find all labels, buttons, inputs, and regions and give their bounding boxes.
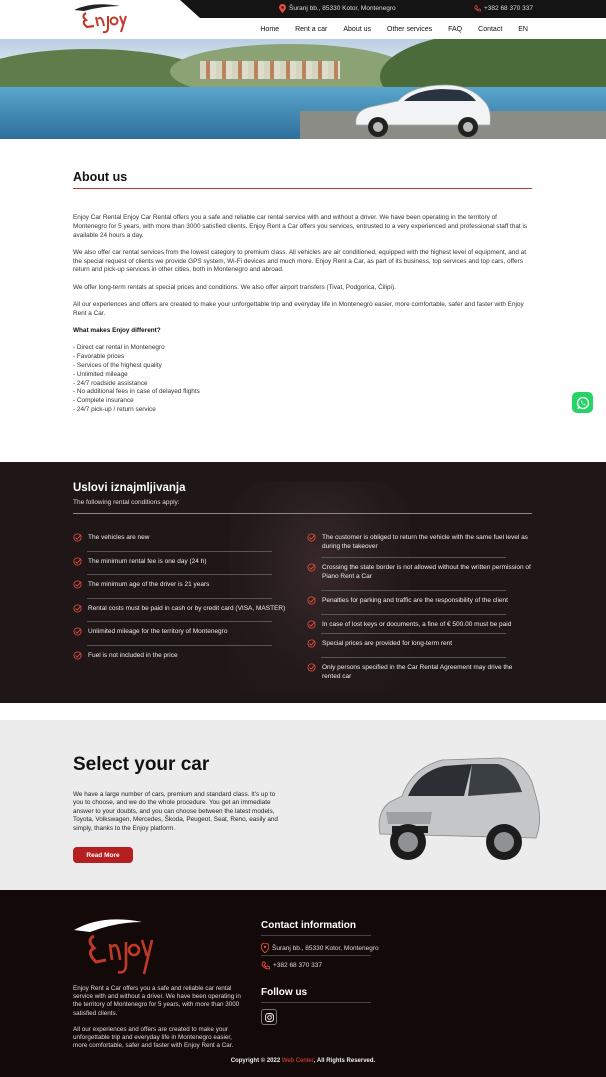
instagram-icon [265, 1013, 274, 1022]
check-circle-icon [307, 596, 316, 605]
footer-about-paragraph: Enjoy Rent a Car offers you a safe and reliable car rental service with and without a driver. We have been operating in the territory of Montenegro for 5 years, with more than 3000 satisfied clients. [73, 985, 241, 1017]
check-circle-icon [307, 639, 316, 648]
condition-text: The minimum age of the driver is 21 years [88, 581, 210, 588]
list-item: - Complete insurance [73, 397, 134, 405]
condition-item [73, 558, 298, 567]
condition-text: Rental costs must be paid in cash or by credit card (VISA, MASTER) [88, 605, 286, 612]
list-item: - 24/7 roadside assistance [73, 379, 148, 387]
phone-icon [261, 961, 270, 970]
web-center-link[interactable]: Web Center [281, 1058, 314, 1064]
check-circle-icon [73, 580, 82, 589]
nav-rent-a-car[interactable]: Rent a car [295, 26, 328, 33]
nav-language-en[interactable]: EN [518, 26, 528, 33]
select-car-section [0, 720, 606, 890]
condition-text: The customer is obliged to return the vehicle with the same fuel level as during the takeover [322, 534, 528, 550]
contact-divider [261, 955, 371, 956]
footer-phone[interactable] [261, 961, 322, 970]
header-phone[interactable] [474, 4, 533, 13]
conditions-divider [73, 513, 532, 514]
about-body [73, 214, 532, 415]
check-circle-icon [73, 651, 82, 660]
list-item: - Favorable prices [73, 353, 125, 361]
contact-divider [261, 935, 371, 936]
footer [0, 890, 606, 1077]
condition-separator [321, 633, 506, 634]
condition-text: Fuel is not included in the price [88, 652, 178, 659]
condition-text: Unlimited mileage for the territory of Montenegro [88, 628, 228, 635]
rental-conditions-section [0, 462, 606, 703]
footer-address-text: Šuranj bb., 85330 Kotor, Montenegro [272, 944, 379, 952]
condition-text: The vehicles are new [88, 534, 150, 541]
nav-about-us[interactable]: About us [343, 26, 371, 33]
nav-contact[interactable]: Contact [478, 26, 503, 33]
condition-item [73, 581, 298, 590]
condition-text: Special prices are provided for long-term rent [322, 640, 453, 647]
header-phone-text: +382 68 370 337 [484, 5, 533, 12]
footer-about-paragraph: All our experiences and offers are created to make your unforgettable trip and everyday life in Montenegro easier, more comfortable, safer and faster with Enjoy Rent a Car. [73, 1026, 234, 1050]
location-pin-icon [261, 943, 269, 953]
condition-item [73, 534, 298, 543]
whatsapp-button[interactable] [572, 392, 593, 413]
header-address [279, 4, 396, 13]
check-circle-icon [307, 533, 316, 542]
check-circle-icon [73, 533, 82, 542]
list-item: - Unlimited mileage [73, 370, 128, 378]
about-divider [73, 188, 532, 189]
copyright-prefix: Copyright © 2022 [230, 1058, 282, 1064]
check-circle-icon [73, 557, 82, 566]
check-circle-icon [307, 663, 316, 672]
condition-separator [321, 657, 506, 658]
conditions-subtitle: The following rental conditions apply: [73, 499, 180, 506]
follow-divider [261, 1002, 371, 1003]
hero-banner [0, 39, 606, 139]
skoda-car-image [372, 742, 542, 867]
check-circle-icon [73, 604, 82, 613]
condition-separator [87, 551, 272, 552]
enjoy-logo[interactable] [72, 2, 134, 34]
condition-item [307, 621, 532, 630]
condition-separator [87, 574, 272, 575]
condition-text: Only persons specified in the Car Rental Agreement may drive the rented car [322, 664, 513, 680]
list-item: - No additional fees in case of delayed flights [73, 388, 200, 396]
footer-address [261, 943, 379, 953]
header-address-text: Šuranj bb., 85330 Kotor, Montenegro [289, 5, 396, 12]
check-circle-icon [73, 627, 82, 636]
select-car-body: We have a large number of cars, premium and standard class. It's up to you to choose, and we do the whole procedure. You get an immediate answer to your doubts, and you can choose between the latest models, Toyota, Volkswagen, Mercedes, Škoda, Peugeot, Seat, Reno, easily and simply, thanks to the Enjoy platform. [73, 791, 278, 832]
condition-separator [321, 614, 506, 615]
instagram-button[interactable] [261, 1009, 277, 1025]
about-feature-list [73, 344, 532, 414]
check-circle-icon [307, 563, 316, 572]
list-item: - Direct car rental in Montenegro [73, 344, 165, 352]
nav-home[interactable]: Home [260, 26, 280, 33]
footer-enjoy-logo[interactable] [72, 914, 162, 980]
about-paragraph: We also offer car rental services from the lowest category to premium class. All vehicles are air conditioned, equipped with the highest level of equipment, and at the special request of clients we provide GPS system, Wi-Fi devices and much more. Enjoy Rent a Car, as part of its business, top services and top cars, offers return and pick-up services in other cities, both in Montenegro and abroad. [73, 248, 527, 274]
condition-separator [87, 645, 272, 646]
list-item: - 24/7 pick-up / return service [73, 406, 156, 414]
condition-text: Penalties for parking and traffic are the responsibility of the client [322, 597, 508, 604]
check-circle-icon [307, 620, 316, 629]
condition-item [73, 652, 298, 661]
hero-car-image [350, 81, 495, 139]
footer-about [73, 985, 241, 1059]
condition-text: Crossing the state border is not allowed without the written permission of Piano Rent a Car [322, 564, 531, 580]
phone-icon [474, 4, 481, 13]
condition-separator [321, 557, 506, 558]
select-car-title: Select your car [73, 754, 210, 775]
main-nav [252, 22, 536, 37]
read-more-button[interactable]: Read More [73, 847, 133, 863]
footer-phone-text: +382 68 370 337 [273, 962, 322, 969]
condition-item [307, 640, 532, 649]
nav-faq[interactable]: FAQ [448, 26, 463, 33]
condition-item [307, 597, 532, 606]
condition-separator [321, 590, 506, 591]
about-different-title: What makes Enjoy different? [73, 327, 161, 335]
about-title: About us [73, 170, 128, 184]
about-paragraph: We offer long-term rentals at special prices and conditions. We also offer airport transfers (Tivat, Podgorica, Ćilipi). [73, 283, 396, 291]
location-pin-icon [279, 4, 286, 13]
list-item: - Services of the highest quality [73, 362, 162, 370]
contact-title: Contact information [261, 920, 356, 931]
condition-item [307, 664, 532, 681]
condition-item [307, 534, 532, 551]
condition-separator [87, 621, 272, 622]
about-paragraph: All our experiences and offers are created to make your unforgettable trip and everyday life in Montenegro easier, more comfortable, safer and faster with Enjoy Rent a Car. [73, 301, 524, 317]
about-paragraph: Enjoy Car Rental Enjoy Car Rental offers you a safe and reliable car rental service with and without a driver. We have been operating in the territory of Montenegro for 5 years, with more than 3000 satisfied clients. Enjoy Rent a Car offers you services, entrusted to a very experienced and professional staff that is available 24 hours a day. [73, 214, 528, 239]
condition-item [73, 605, 298, 614]
copyright-suffix: , All Rights Reserved. [313, 1058, 376, 1064]
copyright [0, 1058, 606, 1064]
nav-other-services[interactable]: Other services [387, 26, 433, 33]
condition-text: In case of lost keys or documents, a fine of € 500.00 must be paid [322, 621, 512, 628]
whatsapp-icon [576, 396, 590, 410]
condition-text: The minimum rental fee is one day (24 h) [88, 558, 207, 565]
condition-item [73, 628, 298, 637]
condition-separator [87, 598, 272, 599]
follow-title: Follow us [261, 987, 308, 998]
conditions-title: Uslovi iznajmljivanja [73, 482, 186, 494]
condition-item [307, 564, 532, 581]
